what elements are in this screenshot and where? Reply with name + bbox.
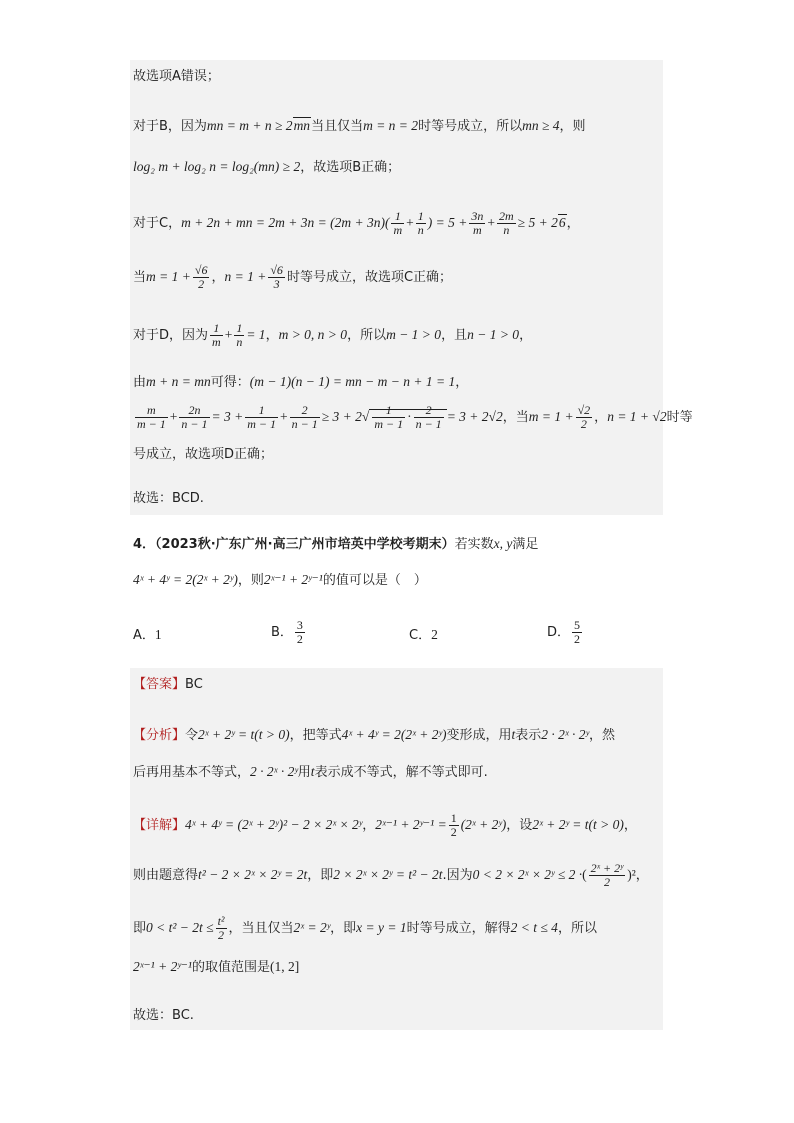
formula: n = 1 + √2 [607, 409, 667, 424]
question-4-line2 [133, 571, 427, 590]
option-c-line1: 对于C，m + 2n + mn = 2m + 3n = (2m + 3n)( $\frac{1}{m}$ + $\frac{1}{n}$ ) = 5 + $\frac{3n}{m}$ + $\frac{2m}{n}$ ≥ 5 + 26， [133, 209, 580, 237]
denominator: 2 [218, 928, 225, 942]
denominator: m − 1 [247, 417, 276, 431]
option-value: 2 [431, 627, 438, 642]
text: 对于D，因为 [133, 328, 209, 343]
fraction [469, 210, 485, 237]
formula: = 3 + [211, 409, 244, 424]
denominator: n [236, 335, 243, 349]
formula: (2ˣ + 2ʸ) [460, 817, 507, 832]
formula: 2ˣ⁻¹ + 2ʸ⁻¹ [133, 959, 192, 974]
analysis-line1 [133, 726, 615, 745]
fraction [245, 404, 278, 431]
answer-line [133, 676, 203, 694]
formula: ) = 5 + [427, 215, 468, 230]
formula: m = 1 + [528, 409, 574, 424]
numerator: 3n [471, 209, 484, 223]
numerator: 1 [417, 209, 424, 223]
text: ，即 [307, 868, 334, 883]
formula: 0 < 2 × 2ˣ × 2ʸ ≤ 2 · [472, 867, 583, 882]
text: 故选：BC. [133, 1008, 194, 1023]
fraction [135, 404, 168, 431]
text: 即 [133, 921, 147, 936]
option-value: 1 [154, 627, 162, 642]
numerator: √6 [194, 263, 208, 277]
formula: x = y = 1 [356, 920, 407, 935]
text: ，当 [502, 410, 529, 425]
detail-line1 [133, 812, 637, 839]
formula: = 1 [246, 327, 266, 342]
text: 时等号成立，故选项C正确； [286, 270, 453, 285]
numerator: √2 [577, 403, 591, 417]
formula: 2ˣ⁻¹ + 2ʸ⁻¹ [263, 572, 323, 587]
formula: ≥ 5 + 2 [517, 215, 558, 230]
formula: 2ˣ + 2ʸ = t(t > 0) [198, 727, 290, 742]
formula: 2 < t ≤ 4 [510, 920, 558, 935]
text: 时等号成立，所以 [418, 119, 523, 134]
answer-value: BC [185, 677, 203, 692]
denominator: 2 [574, 632, 581, 646]
formula: 0 < t² − 2t ≤ [146, 920, 214, 935]
option-b-line2 [133, 158, 400, 177]
analysis-line2 [133, 763, 488, 782]
fraction [497, 210, 516, 237]
text: ， [594, 410, 608, 425]
option-c[interactable] [409, 626, 438, 645]
fraction [416, 210, 426, 237]
text: 令 [185, 728, 199, 743]
option-d-line2 [133, 373, 468, 392]
denominator: m [212, 335, 221, 349]
text: ， [635, 868, 649, 883]
text: 变形成，用 [446, 728, 512, 743]
numerator: 1 [210, 322, 223, 336]
text: 故选：BCD. [133, 491, 204, 506]
formula: n = 1 + [224, 269, 267, 284]
text: .因为 [442, 868, 473, 883]
option-label: B． [271, 625, 293, 640]
text: 则由题意得 [133, 868, 199, 883]
fraction [391, 210, 404, 237]
fraction [210, 322, 223, 349]
denominator: 2 [603, 875, 610, 889]
prev-final-answer [133, 490, 204, 508]
detail-line3 [133, 915, 597, 942]
prev-conclusion-a [133, 68, 220, 86]
text: 故选项A错误； [133, 69, 220, 84]
denominator: 2 [296, 632, 303, 646]
denominator: m [393, 223, 403, 237]
formula: m + 2n + mn = 2m + 3n = (2m + 3n)( [181, 215, 390, 230]
sqrt: 6 [558, 215, 566, 230]
text: ，然 [589, 728, 616, 743]
formula: 2 · 2ˣ · 2ʸ [541, 727, 590, 742]
sqrt: mn [293, 118, 311, 133]
denominator: 3 [273, 277, 280, 291]
analysis-tag: 【分析】 [133, 728, 186, 743]
option-d[interactable] [547, 619, 584, 646]
question-4-line1 [133, 535, 538, 554]
option-a[interactable] [133, 626, 162, 645]
numerator: 2 [414, 404, 444, 418]
text: 对于B，因为 [133, 119, 207, 134]
numerator: √6 [270, 263, 283, 277]
formula: x, y [493, 536, 513, 551]
formula: 4ˣ + 4ʸ = 2(2ˣ + 2ʸ) [341, 727, 447, 742]
question-source: （2023秋·广东广州·高三广州市培英中学校考期末） [155, 537, 455, 552]
denominator: n [503, 223, 510, 237]
text: ，即 [330, 921, 357, 936]
final-answer [133, 1007, 194, 1025]
text: ，当且仅当 [228, 921, 294, 936]
formula: t [511, 727, 516, 742]
formula: log₂ m + log₂ n = log₂(mn) ≥ 2 [133, 159, 301, 174]
text: 时等 [666, 410, 693, 425]
fraction [589, 862, 626, 889]
formula: m + n = mn [146, 374, 211, 389]
fraction [290, 404, 320, 431]
option-b-line1 [133, 117, 586, 136]
text: 时等号成立，解得 [406, 921, 511, 936]
text: 号成立，故选项D正确； [133, 447, 274, 462]
formula: 2ˣ⁻¹ + 2ʸ⁻¹ = [375, 817, 447, 832]
numerator: m [135, 404, 168, 418]
text: ， [265, 328, 279, 343]
denominator: 2 [580, 417, 587, 431]
text: ，故选项B正确； [300, 160, 401, 175]
numerator: 1 [450, 811, 457, 825]
detail-line4 [133, 958, 299, 977]
numerator: 2m [499, 209, 514, 223]
numerator: 1 [236, 321, 243, 335]
fraction [295, 619, 305, 646]
formula: (1, 2] [269, 959, 300, 974]
text: ，所以 [347, 328, 387, 343]
fraction [193, 264, 210, 291]
text: ， [362, 818, 376, 833]
option-label: C． [409, 628, 432, 643]
option-label: D． [547, 625, 571, 640]
text: 表示 [515, 728, 542, 743]
denominator: n [417, 223, 424, 237]
fraction [268, 264, 285, 291]
option-label: A． [133, 628, 155, 643]
option-d-line4 [133, 446, 273, 464]
fraction [372, 404, 405, 431]
formula: m = 1 + [146, 269, 191, 284]
formula: 2ˣ = 2ʸ [293, 920, 331, 935]
option-b[interactable] [271, 619, 307, 646]
formula: mn = m + n ≥ 2 [206, 118, 293, 133]
formula: 4ˣ + 4ʸ = (2ˣ + 2ʸ)² − 2 × 2ˣ × 2ʸ [185, 817, 363, 832]
text: ，设 [506, 818, 533, 833]
formula: m − 1 > 0 [386, 327, 442, 342]
sqrt: $\frac{1}{m - 1}$ · $\frac{2}{n - 1}$ [369, 409, 446, 425]
text: ， [566, 216, 580, 231]
denominator: m − 1 [137, 417, 166, 431]
text: 后再用基本不等式， [133, 765, 251, 780]
text: 满足 [512, 537, 539, 552]
denominator: 2 [198, 277, 205, 291]
formula: = 3 + 2√2 [446, 409, 503, 424]
numerator: 5 [574, 618, 581, 632]
formula: m = n = 2 [363, 118, 419, 133]
text: ， [623, 818, 637, 833]
denominator: n − 1 [291, 417, 318, 431]
formula: t² − 2 × 2ˣ × 2ʸ = 2t [198, 867, 308, 882]
text: 的值可以是（ ） [322, 573, 427, 588]
formula: ≥ 3 + 2 [321, 409, 362, 424]
detail-tag: 【详解】 [133, 818, 186, 833]
text: ， [455, 375, 469, 390]
text: 若实数 [454, 537, 494, 552]
numerator: 3 [296, 618, 303, 632]
text: 的取值范围是 [191, 960, 270, 975]
fraction [216, 915, 227, 942]
formula: 2 · 2ˣ · 2ʸ [250, 764, 298, 779]
text: 可得： [210, 375, 250, 390]
text: ， [519, 328, 533, 343]
detail-line2: 则由题意得t² − 2 × 2ˣ × 2ʸ = 2t，即2 × 2ˣ × 2ʸ = t² − 2t.因为0 < 2 × 2ˣ × 2ʸ ≤ 2 ·( $\frac{\text{2ˣ + 2ʸ}}{2}$ )²， [133, 861, 649, 889]
text: 当 [133, 270, 147, 285]
text: ，把等式 [289, 728, 342, 743]
numerator: 1 [391, 210, 404, 224]
text: ， [211, 270, 225, 285]
fraction [234, 322, 244, 349]
answer-tag: 【答案】 [133, 677, 186, 692]
denominator: n − 1 [415, 417, 442, 431]
numerator: t² [217, 914, 225, 928]
fraction [414, 404, 444, 431]
numerator: 2n [179, 404, 209, 418]
option-d-line3: $\frac{m}{m - 1}$ + $\frac{2n}{n - 1}$ = 3 + $\frac{1}{m - 1}$ + $\frac{2}{n - 1}$ ≥ 3 + 2√ $\frac{1}{m - 1}$ · $\frac{2}{n - 1}$ = 3 + 2√2，当m = 1 + $\frac{√2}{2}$ ，n = 1 + √2时等 [137, 403, 693, 431]
question-number: 4． [133, 537, 156, 552]
denominator: 2 [450, 825, 457, 839]
numerator: 1 [245, 404, 278, 418]
text: 由 [133, 375, 147, 390]
text: 对于C， [133, 216, 182, 231]
formula: (m − 1)(n − 1) = mn − m − n + 1 = 1 [249, 374, 456, 389]
text: ，且 [441, 328, 468, 343]
text: 当且仅当 [311, 119, 364, 134]
fraction [576, 404, 593, 431]
numerator: 2 [290, 404, 320, 418]
formula: mn ≥ 4 [522, 118, 560, 133]
formula: t [310, 764, 315, 779]
text: 用 [297, 765, 311, 780]
formula: n − 1 > 0 [467, 327, 520, 342]
numerator: 2ˣ + 2ʸ [590, 861, 624, 875]
denominator: n − 1 [181, 417, 208, 431]
denominator: m − 1 [374, 417, 404, 431]
text: ，所以 [557, 921, 597, 936]
formula: m > 0, n > 0 [278, 327, 348, 342]
fraction [449, 812, 459, 839]
fraction [179, 404, 209, 431]
denominator: m [473, 223, 482, 237]
fraction [572, 619, 582, 646]
formula: 4ˣ + 4ʸ = 2(2ˣ + 2ʸ) [133, 572, 238, 587]
text: ，则 [559, 119, 586, 134]
option-c-line2 [133, 264, 452, 291]
numerator: 1 [372, 404, 405, 418]
text: 表示成不等式，解不等式即可. [314, 765, 488, 780]
option-d-line1: 对于D，因为 $\frac{1}{m}$ + $\frac{1}{n}$ = 1，m > 0, n > 0，所以m − 1 > 0，且n − 1 > 0， [133, 321, 533, 349]
formula: 2ˣ + 2ʸ = t(t > 0) [532, 817, 624, 832]
formula: 2 × 2ˣ × 2ʸ = t² − 2t [333, 867, 443, 882]
text: ，则 [237, 573, 264, 588]
